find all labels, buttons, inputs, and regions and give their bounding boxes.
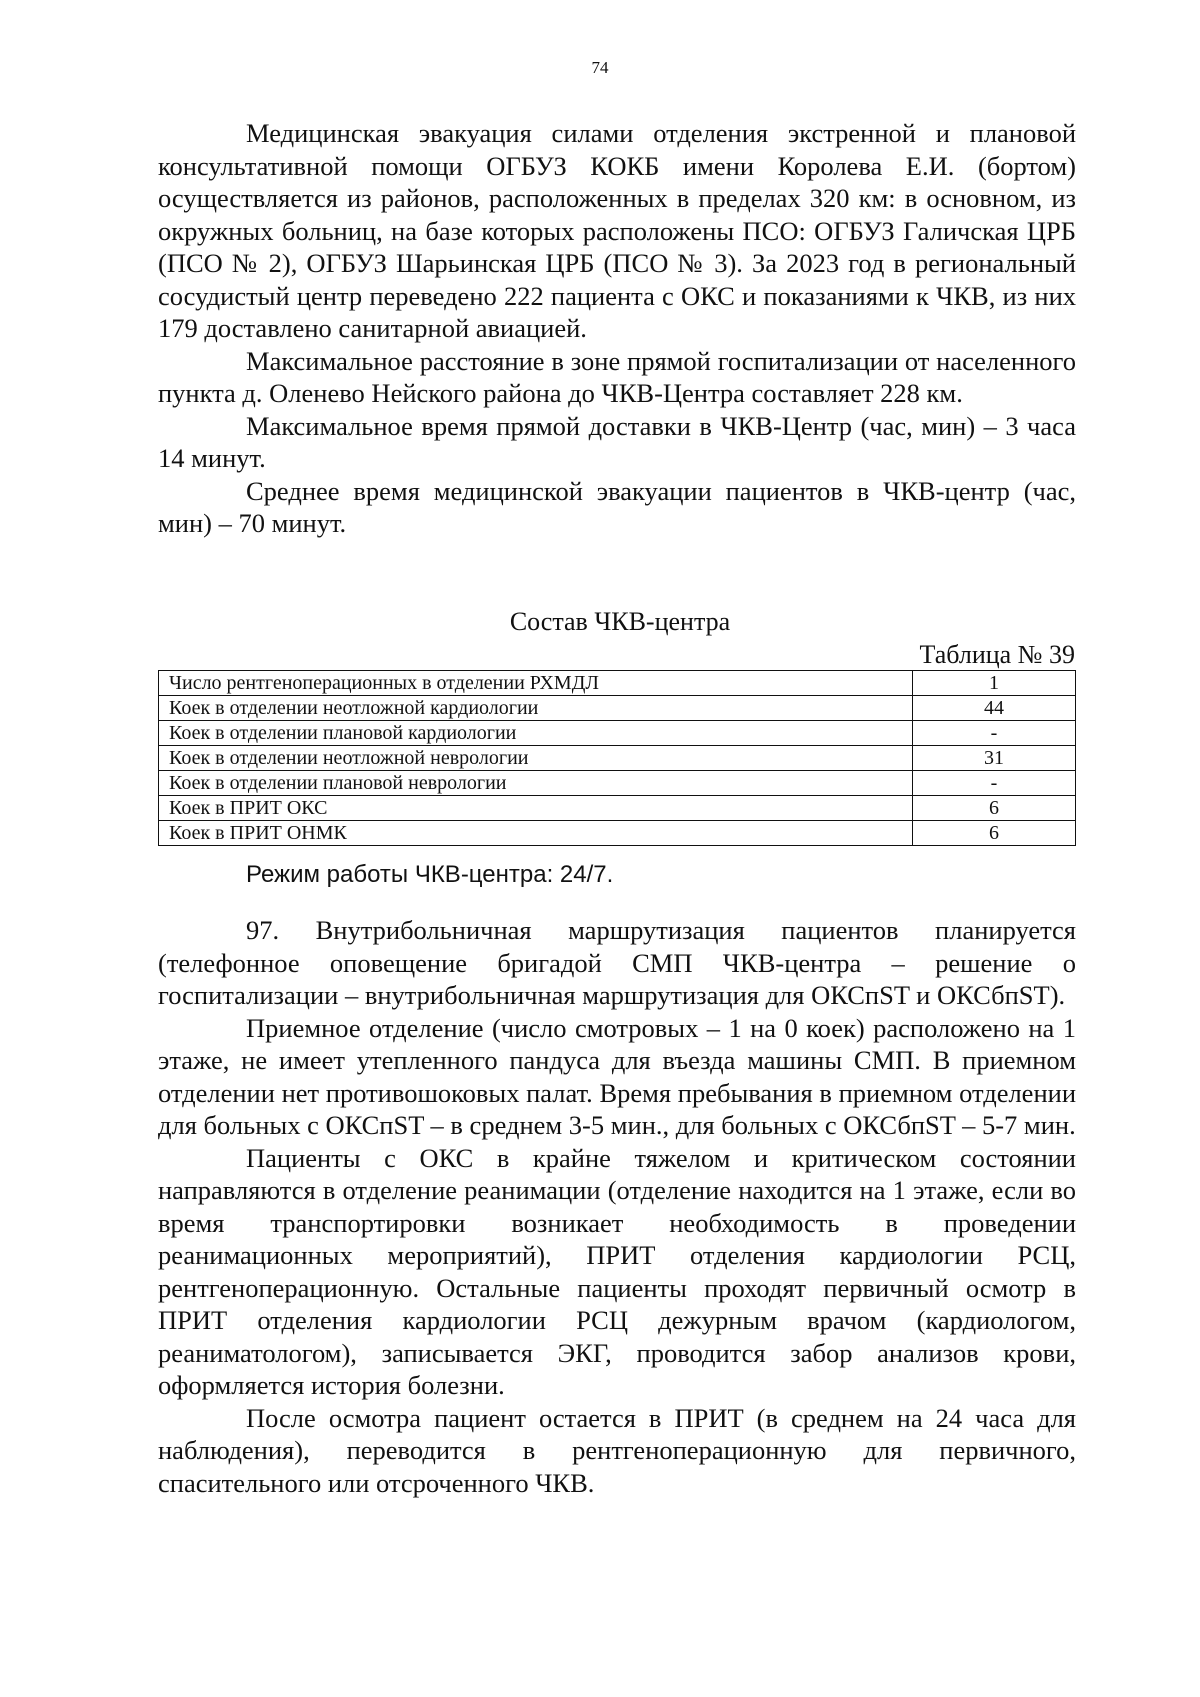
table-row	[159, 796, 1076, 821]
row-value: 31	[913, 746, 1076, 771]
section-97-text	[158, 914, 1076, 1499]
paragraph-severe-patients: Пациенты с ОКС в крайне тяжелом и критическом состоянии направляются в отделение реанимации (отделение находится на 1 этаже, если во время транспортировки возникает необходимость в проведении реанимационных мероприятий), ПРИТ отделения кардиологии РСЦ, рентгеноперационную. Остальные пациенты проходят первичный осмотр в ПРИТ отделения кардиологии РСЦ дежурным врачом (кардиологом, реаниматологом), записывается ЭКГ, проводится забор анализов крови, оформляется история болезни.	[158, 1142, 1076, 1400]
table-row	[159, 696, 1076, 721]
paragraph-admission: Приемное отделение (число смотровых – 1 на 0 коек) расположено на 1 этаже, не имеет утепленного пандуса для въезда машины СМП. В приемном отделении нет противошоковых палат. Время пребывания в приемном отделении для больных с ОКСпST – в среднем 3-5 мин., для больных с ОКСбпST – 5-7 мин.	[158, 1012, 1076, 1140]
row-label: Коек в ПРИТ ОКС	[159, 796, 913, 821]
row-value: -	[913, 721, 1076, 746]
table-row	[159, 771, 1076, 796]
intro-text	[158, 117, 1076, 540]
paragraph-average-time: Среднее время медицинской эвакуации пациентов в ЧКВ-центр (час, мин) – 70 минут.	[158, 475, 1076, 538]
table-number: Таблица № 39	[919, 640, 1075, 669]
row-label: Коек в отделении плановой неврологии	[159, 771, 913, 796]
row-value: 6	[913, 821, 1076, 846]
paragraph-max-time: Максимальное время прямой доставки в ЧКВ-Центр (час, мин) – 3 часа 14 минут.	[158, 410, 1076, 473]
page-number: 74	[591, 58, 609, 77]
paragraph-evacuation: Медицинская эвакуация силами отделения экстренной и плановой консультативной помощи ОГБУЗ КОКБ имени Королева Е.И. (бортом) осуществляется из районов, расположенных в пределах 320 км: в основном, из окружных больниц, на базе которых расположены ПСО: ОГБУЗ Галичская ЦРБ (ПСО № 2), ОГБУЗ Шарьинская ЦРБ (ПСО № 3). За 2023 год в региональный сосудистый центр переведено 222 пациента с ОКС и показаниями к ЧКВ, из них 179 доставлено санитарной авиацией.	[158, 118, 1076, 343]
pci-center-table	[158, 670, 1076, 846]
row-value: 6	[913, 796, 1076, 821]
row-value: 44	[913, 696, 1076, 721]
paragraph-after-exam: После осмотра пациент остается в ПРИТ (в среднем на 24 часа для наблюдения), переводится в рентгеноперационную для первичного, спасительного или отсроченного ЧКВ.	[158, 1402, 1076, 1498]
row-label: Число рентгеноперационных в отделении РХМДЛ	[159, 671, 913, 696]
table-row	[159, 671, 1076, 696]
table-caption: Состав ЧКВ-центра	[509, 607, 731, 636]
row-value: 1	[913, 671, 1076, 696]
row-label: Коек в отделении неотложной неврологии	[159, 746, 913, 771]
table-row	[159, 721, 1076, 746]
work-mode-note: Режим работы ЧКВ-центра: 24/7.	[246, 861, 614, 888]
table-row	[159, 821, 1076, 846]
row-label: Коек в отделении неотложной кардиологии	[159, 696, 913, 721]
row-value: -	[913, 771, 1076, 796]
paragraph-max-distance: Максимальное расстояние в зоне прямой госпитализации от населенного пункта д. Оленево Нейского района до ЧКВ-Центра составляет 228 км.	[158, 345, 1076, 408]
row-label: Коек в отделении плановой кардиологии	[159, 721, 913, 746]
paragraph-routing: 97. Внутрибольничная маршрутизация пациентов планируется (телефонное оповещение бригадой СМП ЧКВ-центра – решение о госпитализации – внутрибольничная маршрутизация для ОКСпST и ОКСбпST).	[158, 915, 1076, 1010]
table-row	[159, 746, 1076, 771]
row-label: Коек в ПРИТ ОНМК	[159, 821, 913, 846]
